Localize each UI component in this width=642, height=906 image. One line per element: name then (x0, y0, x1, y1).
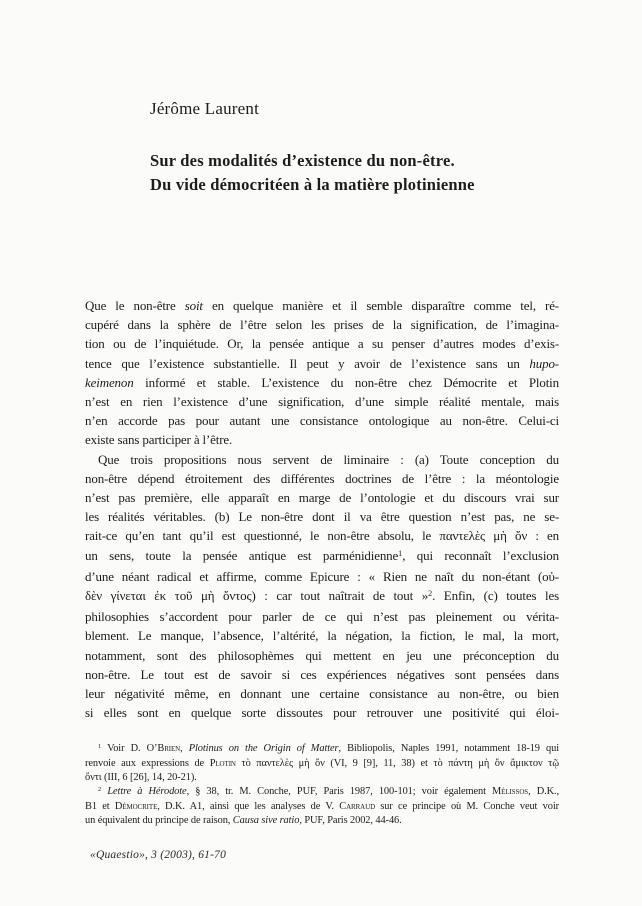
text-run: rait-ce qu’en tant qu’il est questionné, le non-être absolu, le παντελὲς μὴ ὄν : en (85, 528, 559, 544)
text-line (85, 469, 559, 488)
text-line (85, 757, 559, 771)
text-run: Plotin (209, 758, 236, 769)
text-run: , D.K. A1, ainsi que les analyses de V. (157, 801, 340, 812)
text-run: , (180, 743, 189, 754)
text-run: δὲν γίνεται ἐκ τοῦ μὴ ὄντος) : car tout naîtrait de tout » (85, 588, 429, 604)
text-run: non-être. Le tout est de savoir si ces expériences négatives sont pensées dans (85, 666, 559, 682)
text-run: notamment, sont des philosophèmes qui mettent en jeu une préconception du (85, 647, 559, 663)
text-run: , Bibliopolis, Naples 1991, notamment 18-19 qui (338, 743, 559, 754)
text-line (85, 800, 559, 814)
text-run: Carraud (339, 801, 376, 812)
text-run: τὸ παντελὲς μὴ ὄν (VI, 9 [9], 11, 38) et τὸ πάντη μὴ ὄν ἄμικτον τῷ (235, 758, 559, 769)
text-line (85, 567, 559, 586)
text-run: existe sans participer à l’être. (85, 432, 233, 448)
text-line (85, 373, 559, 392)
text-run: leur négativité même, en donnant une certaine consistance au non-être, ou bien (85, 686, 559, 702)
text-line (85, 526, 559, 545)
text-run: Lettre à Hérodote (107, 786, 187, 797)
text-run: Que trois propositions nous servent de liminaire : (a) Toute conception du (98, 451, 559, 467)
text-run: informé et stable. L’existence du non-être chez Démocrite et Plotin (133, 374, 559, 390)
text-run: n’en accorde pas pour autant une consistance ontologique au non-être. Celui-ci (85, 413, 559, 429)
text-run: si elles sont en quelque sorte dissoutes pour retrouver une positivité qui éloi- (85, 705, 559, 721)
text-line (85, 334, 559, 353)
text-run: tion ou de l’inquiétude. Or, la pensée antique a su penser d’autres modes d’exis- (85, 336, 559, 352)
text-line (85, 646, 559, 665)
text-run: cupéré dans la sphère de l’être selon les prises de la signification, de l’imagina- (85, 317, 559, 333)
paragraph-2 (85, 450, 559, 723)
text-run: Brien (157, 743, 181, 754)
text-run: Mélissos (492, 786, 529, 797)
article-title (150, 149, 475, 196)
text-line (85, 430, 559, 449)
text-run: , D.K., (528, 786, 560, 797)
text-line (85, 488, 559, 507)
text-line (85, 546, 559, 567)
text-line (85, 785, 559, 800)
text-run: sur ce principe où M. Conche veut voir (375, 801, 559, 812)
text-run: , PUF, Paris 2002, 44-46. (299, 815, 402, 826)
text-line (85, 742, 559, 757)
text-run: n’est en rien l’existence d’une signification, d’une simple réalité mentale, mais (85, 394, 559, 410)
text-line (85, 507, 559, 526)
text-run: hupo- (529, 355, 559, 371)
text-line (85, 354, 559, 373)
footnote-marker: 2 (98, 786, 102, 794)
text-run: B1 et (85, 801, 115, 812)
text-line (85, 771, 559, 785)
footnote-marker: 1 (98, 743, 102, 751)
text-run: Que le non-être (85, 298, 185, 313)
text-line (85, 296, 559, 315)
text-line (85, 450, 559, 469)
text-run: ὄντι (III, 6 [26], 14, 20-21). (85, 772, 197, 783)
text-run: , qui reconnaît l’exclusion (402, 547, 559, 563)
text-run: blement. Le manque, l’absence, l’altérité, la négation, la fiction, le mal, la mort, (85, 628, 559, 644)
paragraph-1 (85, 296, 559, 450)
text-line (85, 411, 559, 430)
text-run: Causa sive ratio (232, 815, 300, 826)
text-run: un sens, toute la pensée antique est parménidienne (85, 547, 399, 563)
text-line (85, 814, 559, 828)
text-run: keimenon (85, 374, 134, 390)
text-run: un équivalent du principe de raison, (85, 815, 233, 826)
footnote-2 (85, 785, 559, 828)
text-line (85, 586, 559, 607)
footnote-marker: 2 (428, 589, 433, 599)
text-run: non-être dépend étroitement des différentes doctrines de l’être : la méontologie (85, 470, 559, 486)
footnotes (85, 742, 559, 828)
text-line (85, 315, 559, 334)
text-line (85, 626, 559, 645)
text-line (85, 665, 559, 684)
text-run: soit (184, 298, 203, 313)
text-run: Plotinus on the Origin of Matter (188, 743, 339, 754)
footnote-marker: 1 (398, 549, 403, 559)
article-title-line-1: Sur des modalités d’existence du non-être. (150, 151, 455, 170)
text-run: en quelque manière et il semble disparaître comme tel, ré- (202, 298, 559, 313)
footnote-1 (85, 742, 559, 785)
text-line (85, 684, 559, 703)
text-run: , § 38, tr. M. Conche, PUF, Paris 1987, 100-101; voir également (186, 786, 493, 797)
text-run: . Enfin, (c) toutes les (432, 588, 559, 604)
article-body (85, 296, 559, 722)
text-run: Démocrite (114, 801, 158, 812)
text-line (85, 607, 559, 626)
text-run: n’est pas première, elle apparaît en marge de l’ontologie et du discours vrai sur (85, 490, 559, 506)
text-run: d’une néant radical et affirme, comme Epicure : « Rien ne naît du non-étant (οὐ- (85, 568, 559, 584)
text-run: tence que l’existence substantielle. Il peut y avoir de l’existence sans un (85, 355, 530, 371)
article-title-line-2: Du vide démocritéen à la matière plotinienne (150, 174, 475, 194)
text-run: les réalités véritables. (b) Le non-être dont il va être question n’est pas, ne se- (85, 509, 559, 525)
text-run: Voir D. O’ (101, 743, 158, 754)
author-name: Jérôme Laurent (150, 99, 260, 118)
text-run: renvoie aux expressions de (85, 758, 210, 769)
journal-citation: «Quaestio», 3 (2003), 61-70 (90, 849, 227, 861)
text-line (85, 703, 559, 722)
text-run: philosophies s’accordent pour parler de ce qui n’est pas pleinement ou vérita- (85, 609, 559, 625)
text-line (85, 392, 559, 411)
